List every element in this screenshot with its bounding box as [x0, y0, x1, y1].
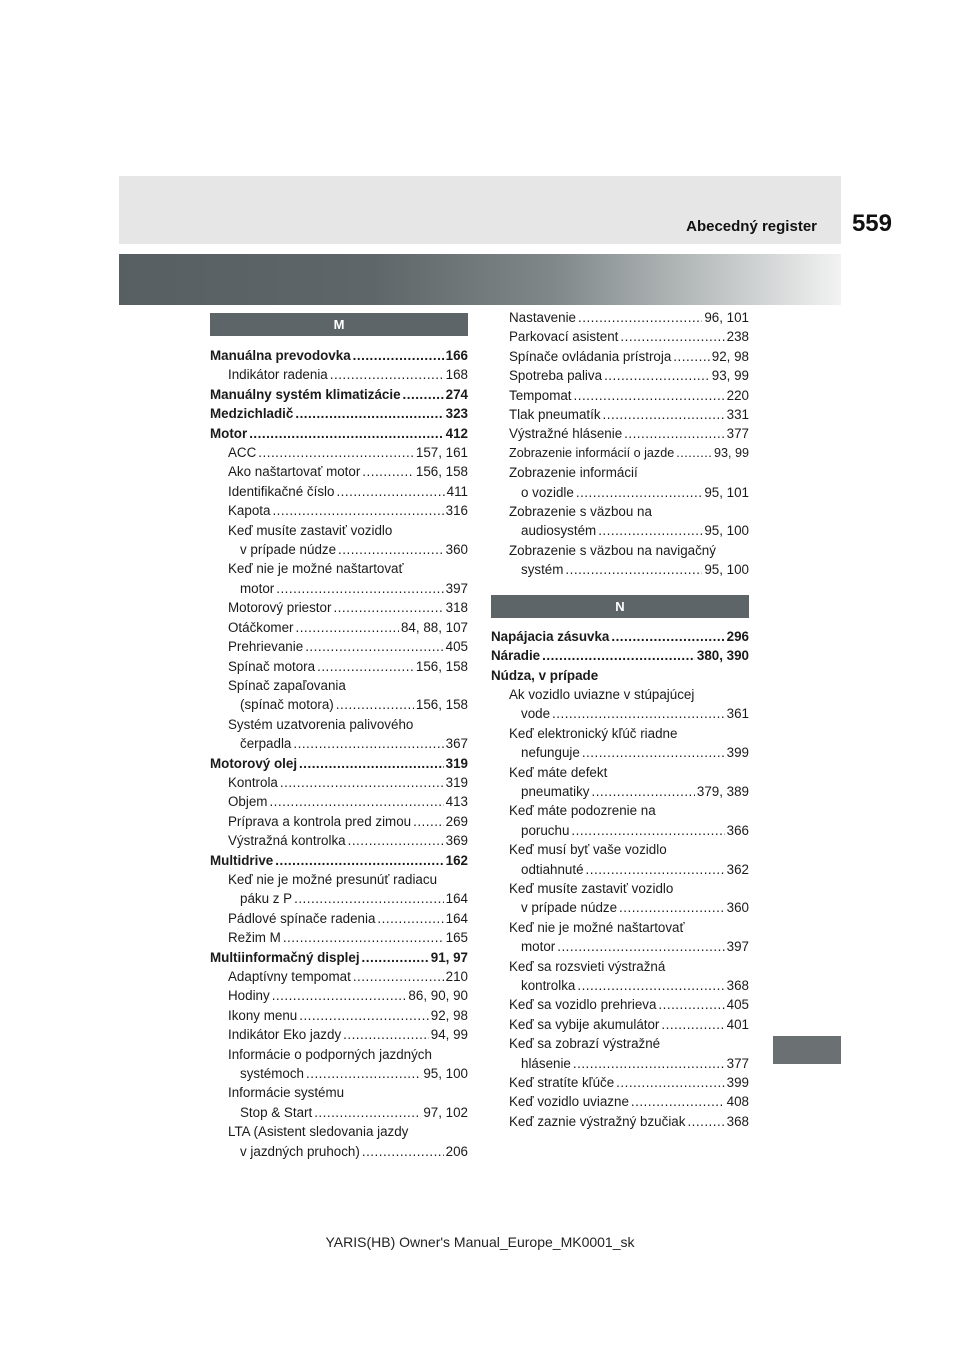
index-subentry	[210, 462, 468, 481]
dot-leader	[591, 782, 694, 801]
index-subentry	[491, 1015, 749, 1034]
entry-text: Nastavenie	[509, 310, 576, 325]
dot-leader	[299, 1006, 429, 1025]
entry-text: Pádlové spínače radenia	[228, 910, 376, 926]
dot-leader	[557, 937, 724, 956]
entry-text: Keď nie je možné presunúť radiacu	[228, 871, 438, 887]
entry-text: Keď máte podozrenie na	[509, 803, 656, 819]
entry-text: Keď zaznie výstražný bzučiak	[509, 1113, 686, 1129]
dot-leader	[280, 773, 444, 792]
dot-leader	[283, 928, 444, 947]
page-ref: 323	[445, 406, 468, 422]
entry-text: Náradie	[491, 648, 541, 664]
entry-text: Spínač motora	[228, 658, 316, 674]
dot-leader	[269, 792, 443, 811]
index-subentry	[210, 540, 468, 559]
footer-manual-id: YARIS(HB) Owner's Manual_Europe_MK0001_sk	[325, 1234, 635, 1250]
dot-leader	[348, 831, 444, 850]
entry-text: Keď sa rozsvieti výstražná	[509, 958, 666, 974]
entry-text: poruchu	[521, 822, 570, 838]
dot-leader	[362, 948, 429, 967]
dot-leader	[582, 743, 725, 762]
index-subentry	[210, 909, 468, 928]
index-subentry	[491, 463, 749, 482]
page-ref: 405	[726, 997, 749, 1013]
page-ref: 411	[446, 483, 468, 499]
page-ref: 210	[445, 969, 468, 984]
page-ref: 162	[445, 852, 468, 868]
entry-text: vode	[521, 706, 551, 722]
entry-text: Spínače ovládania prístroja	[509, 348, 672, 364]
page-ref: 97, 102	[423, 1104, 468, 1120]
page-ref: 296	[726, 628, 749, 644]
entry-text: Medzichladič	[210, 406, 294, 422]
entry-text: Keď elektronický kľúč riadne	[509, 725, 678, 741]
dot-leader	[353, 346, 444, 365]
index-subentry	[491, 1073, 749, 1092]
page-ref: 405	[445, 639, 468, 655]
page-ref: 399	[726, 745, 749, 761]
entry-text: Keď nie je možné naštartovať	[228, 561, 404, 577]
index-subentry	[210, 676, 468, 695]
index-subentry	[491, 782, 749, 801]
entry-text: Napájacia zásuvka	[491, 628, 610, 644]
dot-leader	[258, 443, 414, 462]
index-entry	[210, 424, 468, 443]
dot-leader	[576, 483, 702, 502]
page-ref: 95, 100	[704, 523, 749, 539]
entry-text: Indikátor Eko jazdy	[228, 1027, 342, 1043]
index-entry	[210, 851, 468, 870]
dot-leader	[631, 1092, 725, 1111]
page-number: 559	[851, 210, 892, 237]
dot-leader	[336, 695, 414, 714]
page-ref: 331	[726, 407, 749, 423]
index-subentry	[491, 743, 749, 762]
page-ref: 168	[445, 367, 468, 383]
index-subentry	[491, 976, 749, 995]
dot-leader	[578, 308, 702, 327]
entry-text: Multiinformačný displej	[210, 949, 360, 965]
dot-leader	[314, 1103, 421, 1122]
dot-leader	[611, 627, 724, 646]
dot-leader	[603, 405, 725, 424]
page-ref: 367	[445, 736, 468, 752]
entry-text: Tlak pneumatík	[509, 407, 601, 423]
entry-text: Spínač zapaľovania	[228, 677, 346, 693]
page-ref: 156, 158	[415, 464, 468, 480]
index-subentry	[491, 860, 749, 879]
index-entry	[491, 666, 749, 685]
page-ref: 94, 99	[430, 1027, 468, 1043]
entry-text: Hodiny	[228, 988, 270, 1004]
index-subentry	[491, 879, 749, 898]
index-column-left	[210, 313, 468, 1161]
dot-leader	[362, 462, 414, 481]
page-ref: 274	[445, 386, 468, 402]
index-subentry	[491, 995, 749, 1014]
index-subentry	[210, 657, 468, 676]
entry-text: audiosystém	[521, 523, 597, 539]
page-ref: 361	[726, 706, 749, 722]
index-subentry	[210, 637, 468, 656]
entry-text: Kapota	[228, 503, 271, 519]
entry-text: Zobrazenie informácií o jazde	[509, 445, 675, 460]
page-ref: 368	[726, 1113, 749, 1129]
entry-text: Keď stratíte kľúče	[509, 1075, 615, 1091]
page-ref: 93, 99	[711, 368, 749, 384]
index-entry	[210, 948, 468, 967]
page-ref: 362	[726, 861, 749, 877]
index-subentry	[210, 365, 468, 384]
dot-leader	[338, 540, 444, 559]
entry-text: čerpadla	[240, 736, 292, 752]
index-column-right	[491, 308, 749, 1131]
dot-leader	[317, 657, 414, 676]
index-subentry	[491, 541, 749, 560]
index-subentry	[491, 840, 749, 859]
entry-text: Ikony menu	[228, 1007, 298, 1023]
index-subentry	[210, 1103, 468, 1122]
page-ref: 369	[445, 833, 468, 849]
page-ref: 164	[445, 910, 468, 926]
index-subentry	[491, 386, 749, 405]
entry-text: Prehrievanie	[228, 639, 304, 655]
index-subentry	[210, 443, 468, 462]
page-ref: 165	[445, 930, 468, 946]
page-ref: 95, 100	[423, 1066, 468, 1082]
index-subentry	[210, 792, 468, 811]
entry-text: Keď musíte zastaviť vozidlo	[509, 880, 674, 896]
page-ref: 220	[726, 387, 749, 403]
entry-text: o vozidle	[521, 484, 574, 500]
entry-text: motor	[240, 580, 275, 596]
index-subentry	[210, 482, 468, 501]
page-ref: 360	[445, 542, 468, 558]
entry-text: pneumatiky	[521, 783, 590, 799]
index-entry	[491, 646, 749, 665]
entry-text: Výstražná kontrolka	[228, 833, 346, 849]
index-subentry	[491, 405, 749, 424]
entry-text: Identifikačné číslo	[228, 483, 335, 499]
entry-text: Keď sa vozidlo prehrieva	[509, 997, 657, 1013]
entry-text: Keď sa zobrazí výstražné	[509, 1036, 661, 1052]
dot-leader	[295, 618, 399, 637]
index-subentry	[491, 521, 749, 540]
entry-text: Príprava a kontrola pred zimou	[228, 813, 412, 829]
dot-leader	[687, 1112, 724, 1131]
dot-leader	[573, 1054, 725, 1073]
dot-leader	[272, 986, 407, 1005]
dot-leader	[276, 579, 443, 598]
dot-leader	[676, 444, 712, 463]
page-ref: 318	[445, 600, 468, 616]
entry-text: systém	[521, 562, 564, 578]
index-subentry	[491, 444, 749, 463]
index-subentry	[491, 424, 749, 443]
entry-text: Keď vozidlo uviazne	[509, 1094, 629, 1110]
dot-leader	[299, 754, 444, 773]
index-subentry	[210, 695, 468, 714]
index-subentry	[491, 1034, 749, 1053]
dot-leader	[673, 347, 709, 366]
index-subentry	[210, 1064, 468, 1083]
entry-text: Parkovací asistent	[509, 329, 619, 345]
entry-text: systémoch	[240, 1066, 304, 1082]
dot-leader	[306, 1064, 421, 1083]
page-ref: 95, 101	[704, 484, 749, 500]
entry-text: Informácie o podporných jazdných	[228, 1046, 432, 1062]
index-subentry	[210, 928, 468, 947]
dot-leader	[275, 851, 443, 870]
page-ref: 377	[726, 1055, 749, 1071]
letter-heading: N	[491, 595, 749, 618]
entry-text: Objem	[228, 794, 268, 810]
index-subentry	[491, 704, 749, 723]
page-ref: 166	[445, 348, 468, 363]
dot-leader	[353, 967, 444, 986]
page-ref: 206	[445, 1143, 468, 1159]
entry-text: Motorový olej	[210, 755, 298, 771]
entry-text: Výstražné hlásenie	[509, 426, 623, 442]
page-ref: 157, 161	[415, 445, 468, 461]
gradient-band	[119, 254, 841, 305]
index-subentry	[210, 986, 468, 1005]
dot-leader	[295, 404, 443, 423]
entry-text: v prípade núdze	[521, 900, 618, 916]
entry-text: Ak vozidlo uviazne v stúpajúcej	[509, 686, 695, 702]
page-ref: 92, 98	[430, 1007, 468, 1023]
dot-leader	[542, 646, 695, 665]
index-subentry	[491, 483, 749, 502]
dot-leader	[362, 1142, 444, 1161]
page-ref: 319	[445, 774, 468, 790]
index-subentry	[210, 715, 468, 734]
index-subentry	[210, 501, 468, 520]
section-title: Abecedný register	[686, 218, 817, 235]
dot-leader	[598, 521, 702, 540]
page-ref: 96, 101	[704, 310, 749, 325]
entry-text: Otáčkomer	[228, 619, 294, 635]
page-ref: 397	[445, 580, 468, 596]
entry-text: Adaptívny tempomat	[228, 969, 351, 984]
dot-leader	[624, 424, 725, 443]
index-entry	[210, 385, 468, 404]
entry-text: Zobrazenie informácií	[509, 465, 638, 481]
entry-text: Manuálna prevodovka	[210, 348, 351, 363]
page-ref: 86, 90, 90	[408, 988, 468, 1004]
index-subentry	[210, 1045, 468, 1064]
page-ref: 408	[726, 1094, 749, 1110]
entry-text: Zobrazenie s väzbou na	[509, 504, 652, 520]
index-subentry	[210, 889, 468, 908]
page-ref: 91, 97	[430, 949, 468, 965]
index-entry	[491, 627, 749, 646]
index-subentry	[491, 957, 749, 976]
dot-leader	[577, 976, 724, 995]
page-ref: 156, 158	[415, 658, 468, 674]
entry-text: ACC	[228, 445, 257, 461]
dot-leader	[619, 898, 725, 917]
page-ref: 316	[445, 503, 468, 519]
index-subentry	[210, 831, 468, 850]
index-subentry	[210, 1142, 468, 1161]
index-subentry	[491, 801, 749, 820]
index-subentry	[491, 821, 749, 840]
dot-leader	[586, 860, 725, 879]
entry-text: Keď musíte zastaviť vozidlo	[228, 522, 393, 538]
page-ref: 238	[726, 329, 749, 345]
entry-text: Núdza, v prípade	[491, 667, 599, 683]
page-ref: 93, 99	[713, 445, 749, 460]
entry-text: v prípade núdze	[240, 542, 337, 558]
index-subentry	[491, 366, 749, 385]
page-ref: 360	[726, 900, 749, 916]
dot-leader	[413, 812, 444, 831]
page-ref: 156, 158	[415, 697, 468, 713]
index-subentry	[491, 937, 749, 956]
index-subentry	[491, 918, 749, 937]
page-ref: 366	[726, 822, 749, 838]
entry-text: Spotreba paliva	[509, 368, 603, 384]
index-subentry	[210, 598, 468, 617]
entry-text: Indikátor radenia	[228, 367, 328, 383]
index-entry	[210, 404, 468, 423]
dot-leader	[403, 385, 444, 404]
dot-leader	[343, 1025, 429, 1044]
index-subentry	[210, 967, 468, 986]
index-subentry	[491, 502, 749, 521]
entry-text: odtiahnuté	[521, 861, 584, 877]
index-subentry	[210, 870, 468, 889]
dot-leader	[330, 365, 444, 384]
entry-text: Zobrazenie s väzbou na navigačný	[509, 542, 716, 558]
index-subentry	[491, 685, 749, 704]
page-ref: 164	[445, 891, 468, 907]
entry-text: Stop & Start	[240, 1104, 313, 1120]
index-subentry	[491, 347, 749, 366]
entry-text: Motorový priestor	[228, 600, 332, 616]
entry-text: (spínač motora)	[240, 697, 334, 713]
letter-heading: M	[210, 313, 468, 336]
page-ref: 399	[726, 1075, 749, 1091]
dot-leader	[249, 424, 443, 443]
entry-text: páku z P	[240, 891, 293, 907]
entry-text: Keď sa vybije akumulátor	[509, 1016, 660, 1032]
index-subentry	[491, 327, 749, 346]
dot-leader	[574, 386, 725, 405]
entry-text: Informácie systému	[228, 1085, 345, 1101]
page-ref: 401	[726, 1016, 749, 1032]
index-entry	[210, 754, 468, 773]
page-ref: 319	[445, 755, 468, 771]
page-ref: 397	[726, 939, 749, 955]
entry-text: Multidrive	[210, 852, 274, 868]
index-subentry	[210, 1122, 468, 1141]
index-entry	[210, 346, 468, 365]
entry-text: Motor	[210, 425, 248, 441]
entry-text: Keď máte defekt	[509, 764, 608, 780]
entry-text: kontrolka	[521, 978, 576, 993]
entry-text: Manuálny systém klimatizácie	[210, 386, 401, 402]
entry-text: Keď nie je možné naštartovať	[509, 919, 685, 935]
entry-text: motor	[521, 939, 556, 955]
dot-leader	[604, 366, 710, 385]
dot-leader	[294, 889, 444, 908]
index-subentry	[491, 1112, 749, 1131]
dot-leader	[616, 1073, 724, 1092]
index-subentry	[491, 560, 749, 579]
index-subentry	[210, 1025, 468, 1044]
dot-leader	[571, 821, 724, 840]
dot-leader	[377, 909, 443, 928]
entry-text: Kontrola	[228, 774, 278, 790]
entry-text: v jazdných pruhoch)	[240, 1143, 360, 1159]
page-ref: 412	[445, 425, 468, 441]
page-ref: 269	[445, 813, 468, 829]
entry-text: hlásenie	[521, 1055, 571, 1071]
entry-text: LTA (Asistent sledovania jazdy	[228, 1124, 409, 1140]
index-subentry	[210, 773, 468, 792]
dot-leader	[333, 598, 443, 617]
dot-leader	[293, 734, 443, 753]
entry-text: nefunguje	[521, 745, 580, 761]
page-ref: 92, 98	[711, 348, 749, 364]
page-ref: 380, 390	[696, 648, 749, 664]
index-subentry	[491, 898, 749, 917]
index-subentry	[210, 734, 468, 753]
entry-text: Tempomat	[509, 387, 572, 403]
entry-text: Systém uzatvorenia palivového	[228, 716, 414, 732]
page-ref: 377	[726, 426, 749, 442]
page-ref: 368	[726, 978, 749, 993]
index-subentry	[210, 521, 468, 540]
entry-text: Ako naštartovať motor	[228, 464, 361, 480]
index-subentry	[210, 812, 468, 831]
page-ref: 95, 100	[704, 562, 749, 578]
index-subentry	[491, 763, 749, 782]
page-ref: 413	[445, 794, 468, 810]
index-subentry	[210, 618, 468, 637]
index-subentry	[210, 559, 468, 578]
dot-leader	[305, 637, 443, 656]
dot-leader	[658, 995, 724, 1014]
index-subentry	[210, 1006, 468, 1025]
index-subentry	[491, 308, 749, 327]
entry-text: Režim M	[228, 930, 281, 946]
entry-text: Keď musí byť vaše vozidlo	[509, 842, 667, 858]
dot-leader	[336, 482, 444, 501]
dot-leader	[552, 704, 725, 723]
index-subentry	[491, 1054, 749, 1073]
page-ref: 84, 88, 107	[400, 619, 468, 635]
dot-leader	[661, 1015, 724, 1034]
index-subentry	[491, 1092, 749, 1111]
side-thumb-tab	[773, 1036, 841, 1064]
dot-leader	[272, 501, 443, 520]
index-subentry	[210, 579, 468, 598]
dot-leader	[565, 560, 702, 579]
index-subentry	[491, 724, 749, 743]
dot-leader	[620, 327, 724, 346]
index-subentry	[210, 1083, 468, 1102]
page-ref: 379, 389	[696, 783, 749, 799]
